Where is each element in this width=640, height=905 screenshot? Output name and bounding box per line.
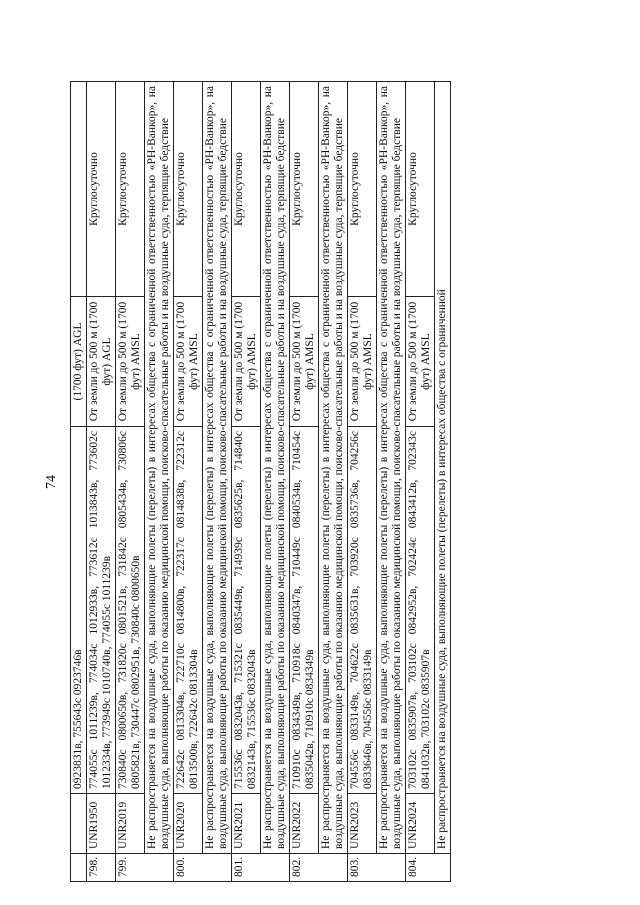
coordinates: 710910с 0834349в, 710918с 0840347в, 710449с 0840534в, 710454с 0835042в, 710910с 0834349в [290, 427, 319, 794]
height-limits: От земли до 500 м (1700 фут) AMSL [348, 297, 377, 427]
restriction-note: Не распространяется на воздушные суда, выполняющие полеты (перелеты) в интересах общества с ограниченной ответственностью «РН-Ванкор», на воздушные суда, выполняющие работы по оказанию медицинской помощи, поисково-спасательные работы и на воздушные суда, терпящие бедствие [261, 82, 290, 854]
coordinates-cell: 0923831в, 755643с 0923746в [71, 427, 87, 794]
coordinates: 703102с 0835907в, 703102с 0842952в, 702424с 0843412в, 702343с 0841032в, 703102с 0835907в [406, 427, 435, 794]
note-row [319, 82, 348, 882]
note-row [377, 82, 406, 882]
operating-time: Круглосуточно [290, 82, 319, 297]
coordinates: 704556с 0833149в, 704622с 0835631в, 703920с 0835736в, 704256с 0833646в, 704556с 0833149в [348, 427, 377, 794]
restriction-note: Не распространяется на воздушные суда, выполняющие полеты (перелеты) в интересах общества с ограниченной [435, 82, 451, 854]
zone-code: UNR2024 [406, 794, 435, 854]
operating-time: Круглосуточно [116, 82, 145, 297]
operating-time: Круглосуточно [232, 82, 261, 297]
operating-time: Круглосуточно [406, 82, 435, 297]
zone-code-cell [71, 794, 87, 854]
zone-code: UNR1950 [87, 794, 116, 854]
height-limits: От земли до 500 м (1700 фут) AGL [87, 297, 116, 427]
restriction-note: Не распространяется на воздушные суда, выполняющие полеты (перелеты) в интересах общества с ограниченной ответственностью «РН-Ванкор», на воздушные суда, выполняющие работы по оказанию медицинской помощи, поисково-спасательные работы и на воздушные суда, терпящие бедствие [319, 82, 348, 854]
page-number: 74 [44, 475, 59, 489]
restriction-note: Не распространяется на воздушные суда, выполняющие полеты (перелеты) в интересах общества с ограниченной ответственностью «РН-Ванкор», на воздушные суда, выполняющие работы по оказанию медицинской помощи, поисково-спасательные работы и на воздушные суда, терпящие бедствие [203, 82, 232, 854]
row-number: 800. [174, 854, 232, 882]
height-limits: От земли до 500 м (1700 фут) AMSL [116, 297, 145, 427]
zone-code: UNR2020 [174, 794, 203, 854]
table-row [290, 82, 319, 882]
zone-code: UNR2022 [290, 794, 319, 854]
zone-code: UNR2021 [232, 794, 261, 854]
height-limits: От земли до 500 м (1700 фут) AMSL [232, 297, 261, 427]
height-limits: От земли до 500 м (1700 фут) AMSL [406, 297, 435, 427]
row-number: 801. [232, 854, 290, 882]
table-row [174, 82, 203, 882]
operating-time: Круглосуточно [348, 82, 377, 297]
restriction-note: Не распространяется на воздушные суда, выполняющие полеты (перелеты) в интересах общества с ограниченной ответственностью «РН-Ванкор», на воздушные суда, выполняющие работы по оказанию медицинской помощи, поисково-спасательные работы и на воздушные суда, терпящие бедствие [377, 82, 406, 854]
note-row [261, 82, 290, 882]
airspace-table [70, 81, 451, 882]
coordinates: 730840с 0800650в, 731820с 0801521в, 731842с 0805434в, 730806с 0805821в, 730447с 0802951в, 730840с 0800650в [116, 427, 145, 794]
coordinates: 722642с 0813304в, 722710с 0814800в, 722317с 0814838в, 722312с 0813500в, 722642с 0813304в [174, 427, 203, 794]
height-limits: От земли до 500 м (1700 фут) AMSL [290, 297, 319, 427]
coordinates: 774055с 1011239в, 774034с 1012933в, 773612с 1013843в, 773602с 1012334в, 773949с 1010740в, 774055с 1011239в [87, 427, 116, 794]
table-row [348, 82, 377, 882]
operating-time: Круглосуточно [174, 82, 203, 297]
row-number: 804. [406, 854, 451, 882]
note-row [435, 82, 451, 882]
table-row [116, 82, 145, 882]
restriction-note: Не распространяется на воздушные суда, выполняющие полеты (перелеты) в интересах общества с ограниченной ответственностью «РН-Ванкор», на воздушные суда, выполняющие работы по оказанию медицинской помощи, поисково-спасательные работы и на воздушные суда, терпящие бедствие [145, 82, 174, 854]
row-number-cell [71, 854, 87, 882]
row-number: 799. [116, 854, 174, 882]
table-row [406, 82, 435, 882]
time-cell [71, 82, 87, 297]
coordinates: 715536с 0832043в, 715321с 0835449в, 714939с 0835625в, 714840с 0832143в, 715536с 0832043в [232, 427, 261, 794]
note-row [203, 82, 232, 882]
table-row [232, 82, 261, 882]
table-row [71, 82, 87, 882]
height-cell: (1700 фут) AGL [71, 297, 87, 427]
operating-time: Круглосуточно [87, 82, 116, 297]
row-number: 802. [290, 854, 348, 882]
row-number: 798. [87, 854, 116, 882]
row-number: 803. [348, 854, 406, 882]
zone-code: UNR2019 [116, 794, 145, 854]
table-row [87, 82, 116, 882]
rotated-page [40, 82, 582, 882]
height-limits: От земли до 500 м (1700 фут) AMSL [174, 297, 203, 427]
zone-code: UNR2023 [348, 794, 377, 854]
note-row [145, 82, 174, 882]
